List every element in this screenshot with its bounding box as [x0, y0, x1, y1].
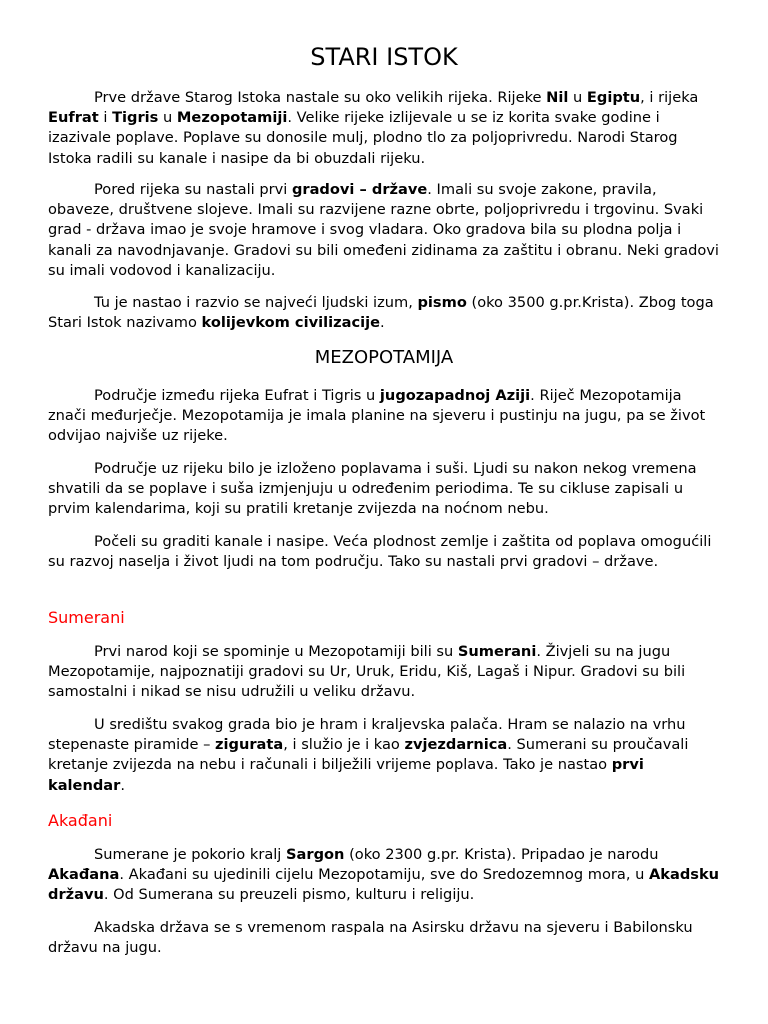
- paragraph: [48, 845, 720, 906]
- text-run: . Imali su svoje zakone, pravila, obaveze, društvene slojeve. Imali su razvijene razne obrte, poljoprivredu i trgovinu. Svaki grad - država imao je svoje hramove i svog vladara. Oko gradova bila su plodna polja i kanali za navodnjavanje. Gradovi su bili omeđeni zidinama za zaštitu i obranu. Neki gradovi su imali vodovod i kanalizaciju.: [48, 181, 719, 279]
- bold-term: Egiptu: [586, 89, 641, 106]
- paragraph: [48, 642, 720, 703]
- section-heading-sumerani: Sumerani: [48, 608, 125, 627]
- text-run: Područje uz rijeku bilo je izloženo poplavama i suši. Ljudi su nakon nekog vremena shvatili da se poplave i suša izmjenjuju u određenim periodima. Te su cikluse zapisali u prvim kalendarima, koji su pratili kretanje zvijezda na noćnom nebu.: [48, 460, 697, 518]
- paragraph: [48, 532, 720, 572]
- bold-term: jugozapadnoj Aziji: [379, 387, 531, 404]
- bold-term: Sargon: [286, 846, 345, 863]
- bold-term: kolijevkom civilizacije: [201, 314, 380, 332]
- text-run: (oko 3500 g.pr.Krista). Zbog toga Stari Istok nazivamo: [48, 294, 714, 332]
- text-run: i: [98, 109, 113, 127]
- bold-term: Eufrat: [48, 109, 99, 127]
- text-run: Akadska država se s vremenom raspala na Asirsku državu na sjeveru i Babilonsku državu na jugu.: [48, 919, 693, 957]
- text-run: .: [120, 776, 125, 794]
- paragraph: [48, 918, 720, 958]
- bold-term: pismo: [417, 294, 467, 311]
- paragraph: [48, 459, 720, 520]
- text-run: Prve države Starog Istoka nastale su oko velikih rijeka. Rijeke: [94, 89, 547, 106]
- bold-term: prvi kalendar: [48, 756, 644, 794]
- section-heading-mezopotamija: MEZOPOTAMIJA: [314, 347, 454, 368]
- text-run: , i služio je i kao: [283, 736, 405, 754]
- text-run: Počeli su graditi kanale i nasipe. Veća plodnost zemlje i zaštita od poplava omogućili su razvoj naselja i život ljudi na tom području. Tako su nastali prvi gradovi – države.: [48, 533, 712, 571]
- bold-term: Tigris: [112, 109, 159, 127]
- text-run: Tu je nastao i razvio se najveći ljudski izum,: [94, 294, 418, 311]
- text-run: .: [380, 314, 385, 332]
- text-run: u: [568, 89, 587, 106]
- text-run: Prvi narod koji se spominje u Mezopotamiji bili su: [94, 643, 458, 660]
- paragraph: [48, 88, 720, 169]
- text-run: . Akađani su ujedinili cijelu Mezopotamiju, sve do Sredozemnog mora, u: [119, 866, 649, 884]
- text-run: Područje između rijeka Eufrat i Tigris u: [94, 387, 380, 404]
- text-run: u: [158, 109, 177, 127]
- text-run: Pored rijeka su nastali prvi: [94, 181, 292, 198]
- bold-term: zvjezdarnica: [404, 736, 508, 754]
- text-run: Sumerane je pokorio kralj: [94, 846, 287, 863]
- text-run: . Riječ Mezopotamija znači međurječje. Mezopotamija je imala planine na sjeveru i pustinju na jugu, pa se život odvijao najviše uz rijeke.: [48, 387, 706, 445]
- bold-term: Nil: [546, 89, 569, 106]
- bold-term: Akađana: [48, 866, 120, 884]
- paragraph: [48, 386, 720, 447]
- bold-term: Sumerani: [457, 643, 537, 660]
- text-run: . Velike rijeke izlijevale u se iz korita svake godine i izazivale poplave. Poplave su donosile mulj, plodno tlo za poljoprivredu. Narodi Starog Istoka radili su kanale i nasipe da bi obuzdali rijeku.: [48, 109, 678, 167]
- bold-term: gradovi – države: [291, 181, 428, 198]
- text-run: (oko 2300 g.pr. Krista). Pripadao je narodu: [344, 846, 659, 863]
- page-title: STARI ISTOK: [310, 43, 458, 71]
- text-run: . Sumerani su proučavali kretanje zvijezda na nebu i računali i bilježili vrijeme poplava. Tako je nastao: [48, 736, 689, 774]
- bold-term: zigurata: [215, 736, 284, 754]
- text-run: , i rijeka: [640, 89, 699, 106]
- paragraph: [48, 293, 720, 333]
- text-run: . Živjeli su na jugu Mezopotamije, najpoznatiji gradovi su Ur, Uruk, Eridu, Kiš, Lagaš i Nipur. Gradovi su bili samostalni i nikad se nisu udružili u veliku državu.: [48, 643, 686, 701]
- bold-term: Akadsku državu: [48, 866, 720, 904]
- paragraph: [48, 715, 720, 796]
- text-run: U središtu svakog grada bio je hram i kraljevska palača. Hram se nalazio na vrhu stepenaste piramide –: [48, 716, 686, 754]
- section-heading-akadjani: Akađani: [48, 811, 113, 830]
- text-run: . Od Sumerana su preuzeli pismo, kulturu i religiju.: [103, 886, 475, 904]
- bold-term: Mezopotamiji: [176, 109, 288, 127]
- paragraph: [48, 180, 720, 281]
